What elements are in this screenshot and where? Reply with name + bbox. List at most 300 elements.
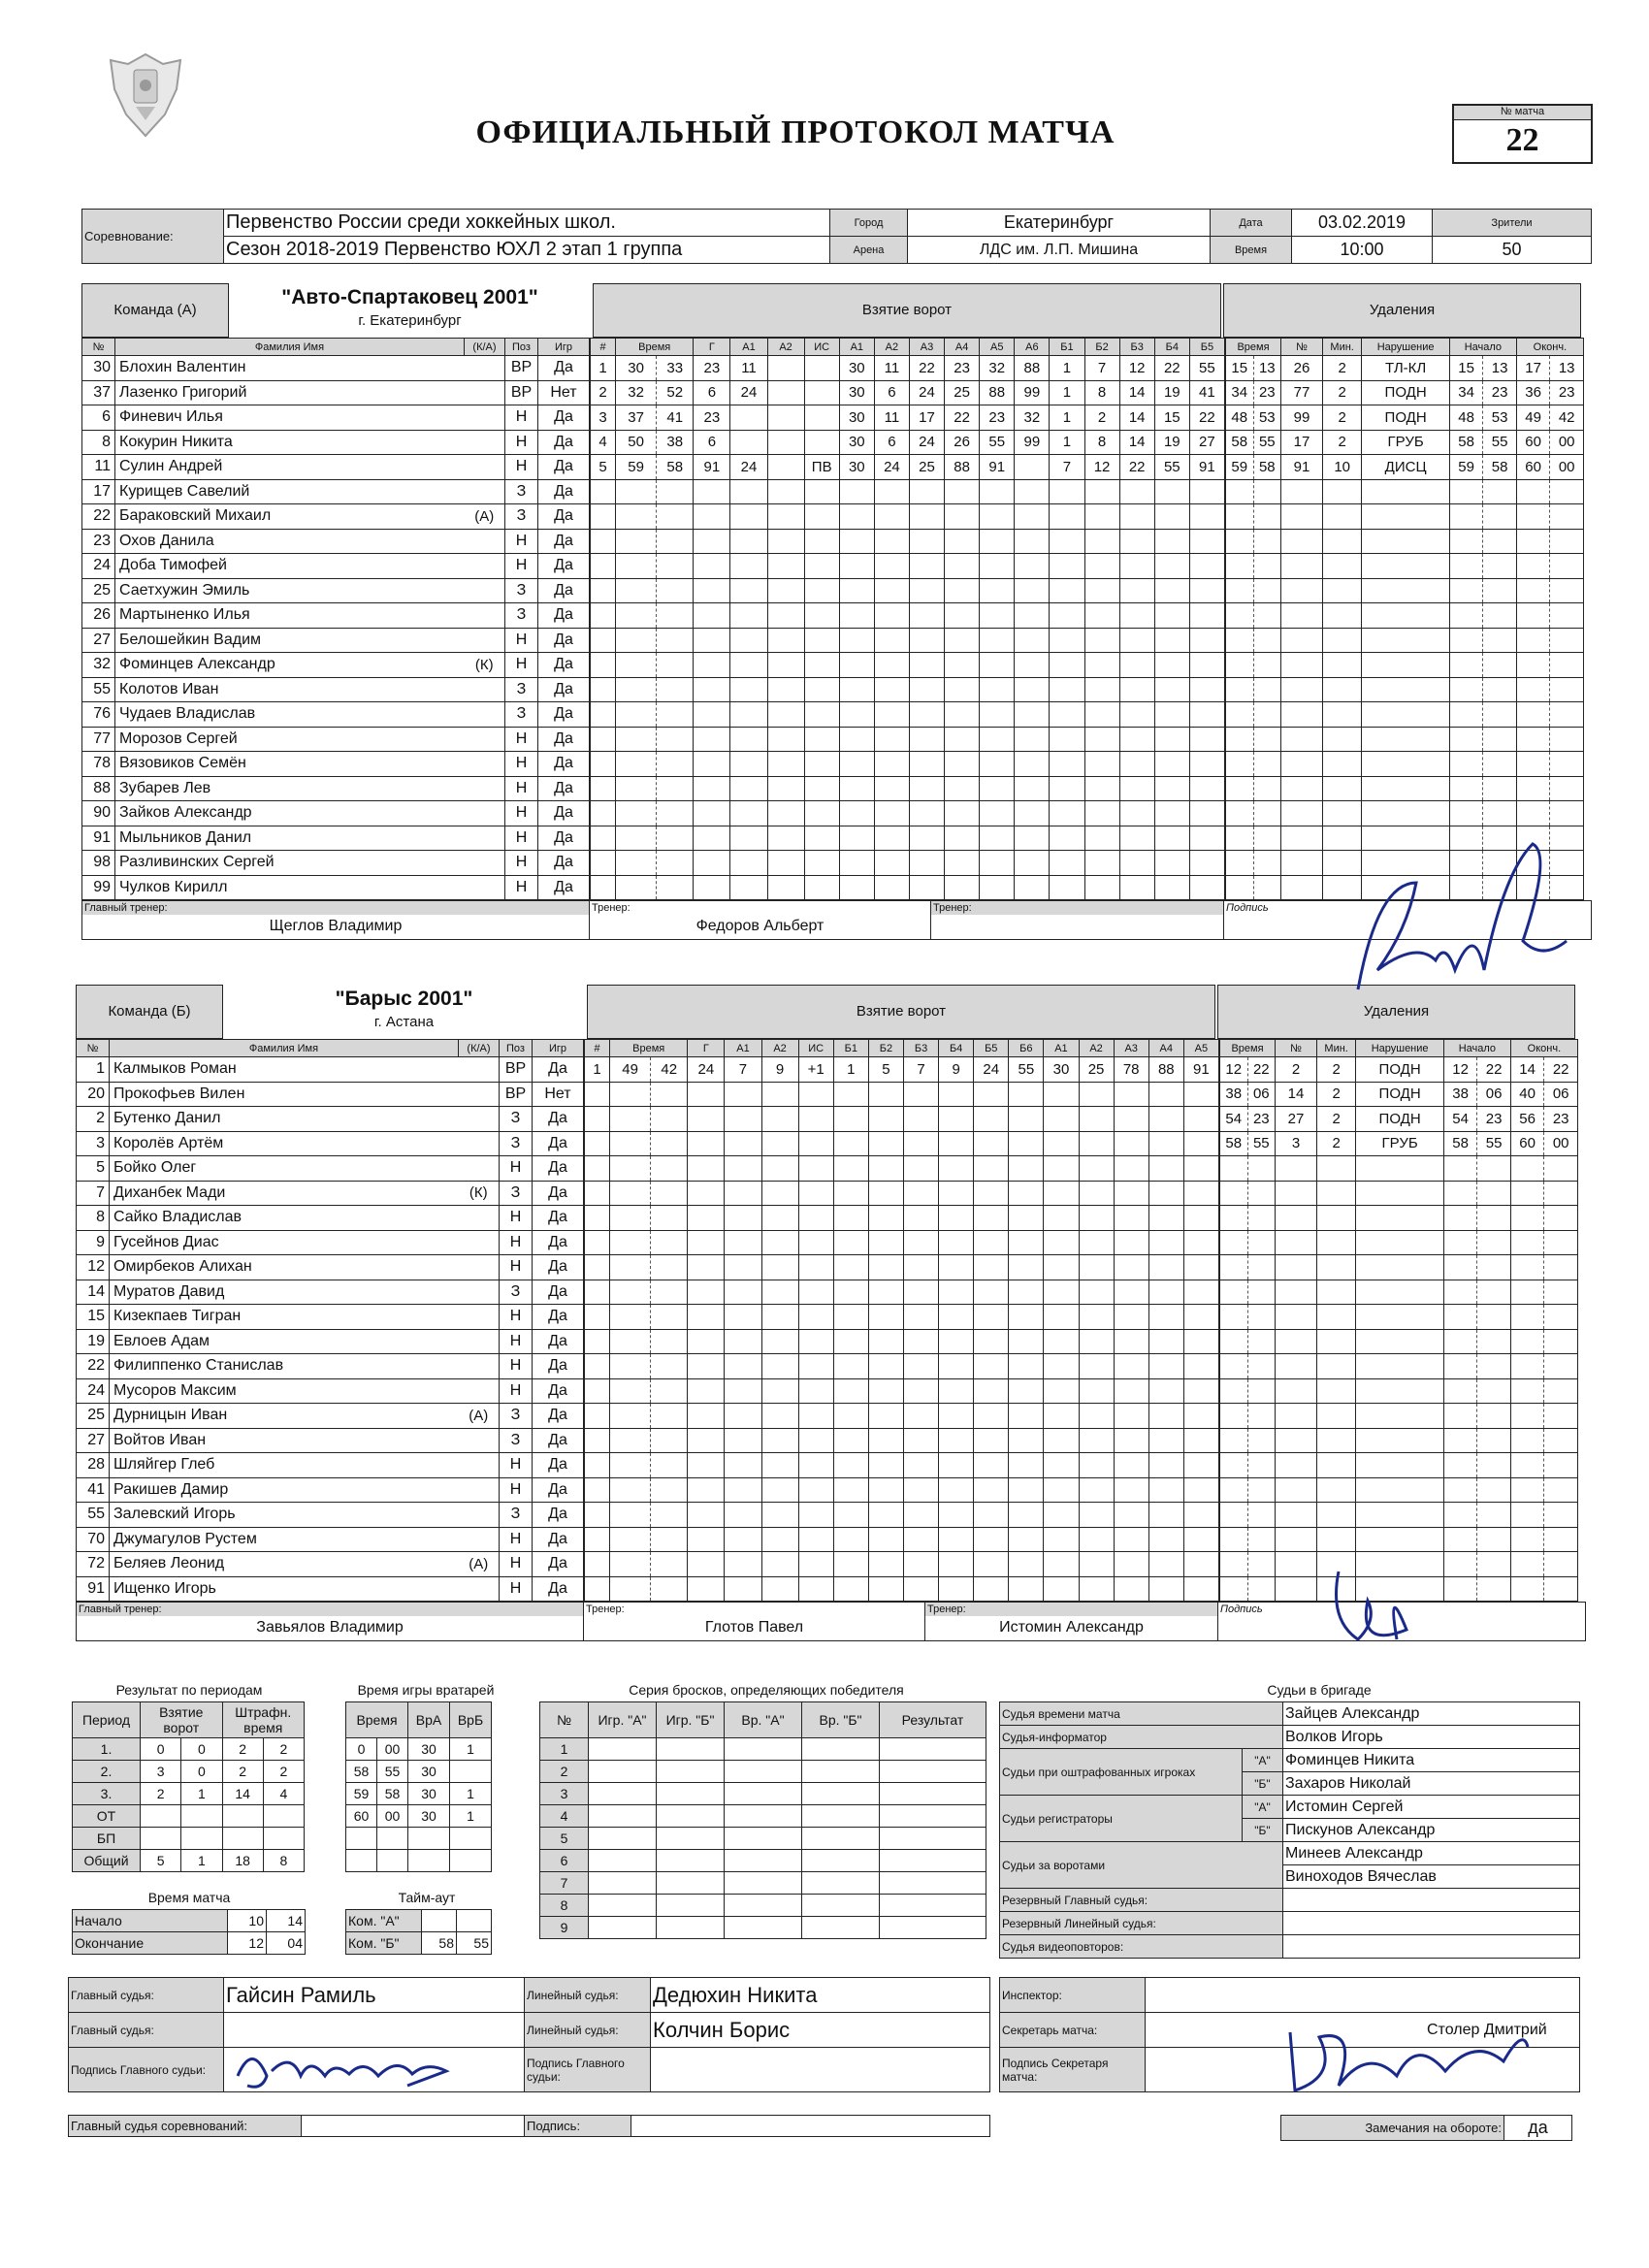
penalty-cell	[1253, 504, 1281, 530]
team_b-goal-col-9: Б4	[939, 1040, 974, 1057]
penalty-cell	[1550, 529, 1584, 554]
goal-cell	[694, 479, 730, 504]
player-name: Калмыков Роман	[110, 1057, 459, 1083]
goal-cell: 32	[1015, 405, 1050, 431]
penalty-cell	[1276, 1503, 1317, 1528]
penalty-cell	[1225, 653, 1253, 678]
goal-cell	[798, 1576, 833, 1602]
goal-cell: 1	[585, 1057, 610, 1083]
goal-cell	[1079, 1503, 1114, 1528]
goalie-cell: 55	[377, 1761, 408, 1783]
table-row	[73, 1850, 305, 1872]
player-number: 19	[77, 1329, 110, 1354]
player-captain	[465, 776, 505, 801]
goal-cell	[980, 851, 1015, 876]
goal-cell	[585, 1576, 610, 1602]
goal-row	[585, 1131, 1219, 1156]
goal-cell	[980, 479, 1015, 504]
goal-cell	[1084, 529, 1119, 554]
goal-cell	[798, 1552, 833, 1577]
player-captain	[459, 1230, 500, 1255]
goal-cell: 11	[874, 405, 909, 431]
penbox-label: Судьи при оштрафованных игроках	[1000, 1749, 1243, 1796]
team_b-goal-col-1: Время	[610, 1040, 688, 1057]
goal-cell	[798, 1230, 833, 1255]
shootout-cell	[725, 1738, 802, 1761]
goalie-cell	[408, 1828, 450, 1850]
shootout-cell	[802, 1738, 880, 1761]
goal-cell	[1154, 479, 1189, 504]
penalty-cell	[1443, 1378, 1477, 1404]
penalty-cell	[1225, 776, 1253, 801]
penalty-cell	[1316, 1404, 1355, 1429]
penalty-row	[1219, 1404, 1577, 1429]
goal-cell	[761, 1453, 798, 1478]
table-row	[82, 801, 590, 826]
penalty-cell	[1219, 1230, 1247, 1255]
goal-cell	[651, 1453, 688, 1478]
team_a-roster-col-4: Игр	[538, 339, 590, 356]
sign-main-ref-2	[651, 2048, 990, 2092]
goal-cell	[1154, 851, 1189, 876]
player-position: Н	[500, 1329, 533, 1354]
goal-cell	[1009, 1503, 1044, 1528]
player-captain	[465, 405, 505, 431]
goal-cell	[651, 1131, 688, 1156]
shootout-cell	[589, 1738, 657, 1761]
goal-cell	[839, 851, 874, 876]
goal-row	[585, 1181, 1219, 1206]
penalty-cell	[1510, 1156, 1544, 1182]
goal-cell	[610, 1477, 651, 1503]
goal-cell	[730, 875, 767, 900]
goal-row	[585, 1576, 1219, 1602]
goal-cell	[874, 479, 909, 504]
goal-cell	[1114, 1527, 1148, 1552]
penalty-cell: 2	[1322, 430, 1361, 455]
goal-cell	[939, 1453, 974, 1478]
goal-cell	[1119, 801, 1154, 826]
goal-cell	[761, 1552, 798, 1577]
goal-cell	[651, 1378, 688, 1404]
goal-cell	[688, 1477, 725, 1503]
player-position: З	[500, 1181, 533, 1206]
chief-sign	[631, 2116, 990, 2137]
goal-cell	[585, 1156, 610, 1182]
penalty-cell	[1253, 851, 1281, 876]
penalty-cell	[1443, 1230, 1477, 1255]
penalty-cell	[1544, 1576, 1578, 1602]
penalty-cell	[1247, 1156, 1276, 1182]
penalty-cell	[1449, 702, 1483, 728]
goal-cell	[980, 826, 1015, 851]
player-captain	[465, 554, 505, 579]
goal-cell	[767, 405, 804, 431]
goal-cell	[585, 1503, 610, 1528]
goal-cell	[798, 1131, 833, 1156]
goal-cell: 22	[1119, 455, 1154, 480]
shootout-cell	[657, 1917, 725, 1939]
goal-cell: 15	[1154, 405, 1189, 431]
goal-row	[591, 702, 1225, 728]
goal-cell	[1119, 776, 1154, 801]
goal-cell	[1079, 1378, 1114, 1404]
goal-cell	[1044, 1181, 1079, 1206]
goal-cell	[761, 1181, 798, 1206]
team_b-label-box: Команда (Б)	[76, 985, 223, 1039]
penalty-cell	[1276, 1552, 1317, 1577]
table-row	[540, 1917, 986, 1939]
player-position: ВР	[505, 356, 538, 381]
penalty-cell	[1550, 554, 1584, 579]
goal-cell	[767, 455, 804, 480]
goal-cell	[767, 504, 804, 530]
table-row	[346, 1850, 492, 1872]
penalty-cell	[1219, 1354, 1247, 1379]
team_b-roster	[76, 1039, 584, 1602]
goal-cell	[1148, 1576, 1183, 1602]
goal-cell: ПВ	[804, 455, 839, 480]
goal-cell	[1015, 826, 1050, 851]
city-label: Город	[830, 210, 908, 237]
goal-cell	[657, 752, 694, 777]
player-captain	[465, 727, 505, 752]
penalty-row	[1219, 1527, 1577, 1552]
goal-cell	[833, 1181, 868, 1206]
goal-cell	[1015, 554, 1050, 579]
penalty-cell	[1544, 1428, 1578, 1453]
goal-cell: 24	[874, 455, 909, 480]
goal-cell	[1189, 504, 1224, 530]
goal-cell	[939, 1404, 974, 1429]
penalty-cell	[1225, 578, 1253, 603]
goal-judge-2: Виноходов Вячеслав	[1283, 1865, 1580, 1889]
main-ref-label-2: Главный судья:	[69, 2013, 224, 2048]
goal-cell	[980, 776, 1015, 801]
period-cell: 2	[141, 1783, 181, 1805]
goal-cell	[903, 1181, 938, 1206]
goal-cell	[1084, 479, 1119, 504]
goal-cell	[761, 1428, 798, 1453]
penalty-cell	[1247, 1477, 1276, 1503]
penalty-cell	[1225, 677, 1253, 702]
player-number: 20	[77, 1082, 110, 1107]
goal-cell	[591, 653, 616, 678]
goal-cell	[725, 1354, 761, 1379]
player-played: Да	[538, 801, 590, 826]
goal-cell	[833, 1329, 868, 1354]
penalty-cell: 77	[1281, 380, 1323, 405]
goal-cell	[761, 1354, 798, 1379]
goal-cell: 6	[874, 380, 909, 405]
goal-cell	[1189, 851, 1224, 876]
penalty-cell	[1316, 1206, 1355, 1231]
player-name: Вязовиков Семён	[115, 752, 465, 777]
team_b-city: г. Астана	[373, 1014, 435, 1030]
goal-cell	[868, 1527, 903, 1552]
player-number: 2	[77, 1107, 110, 1132]
penalty-cell	[1322, 677, 1361, 702]
goal-cell	[974, 1156, 1009, 1182]
penalty-cell	[1544, 1477, 1578, 1503]
penalty-cell	[1477, 1329, 1511, 1354]
penalty-row	[1219, 1280, 1577, 1305]
penalty-cell	[1247, 1428, 1276, 1453]
shootout-cell	[880, 1895, 986, 1917]
penalty-cell	[1281, 776, 1323, 801]
penalty-cell	[1544, 1156, 1578, 1182]
penalty-cell	[1477, 1527, 1511, 1552]
player-number: 27	[77, 1428, 110, 1453]
video-judge-label: Судья видеоповторов:	[1000, 1935, 1283, 1959]
goal-cell	[1044, 1305, 1079, 1330]
goal-cell: 19	[1154, 380, 1189, 405]
player-captain	[459, 1255, 500, 1280]
penalty-cell	[1550, 628, 1584, 653]
player-number: 24	[77, 1378, 110, 1404]
goal-cell	[1114, 1453, 1148, 1478]
penalty-cell	[1316, 1378, 1355, 1404]
penalty-cell	[1544, 1305, 1578, 1330]
goal-cell: 30	[839, 405, 874, 431]
team_a-goal-col-6: А1	[839, 339, 874, 356]
period-cell: 1	[181, 1783, 222, 1805]
penalty-cell	[1510, 1181, 1544, 1206]
goal-cell	[804, 380, 839, 405]
penalty-cell	[1247, 1230, 1276, 1255]
goal-cell	[1154, 826, 1189, 851]
player-position: Н	[505, 653, 538, 678]
goal-cell	[980, 504, 1015, 530]
goal-cell	[1148, 1552, 1183, 1577]
goal-cell	[585, 1255, 610, 1280]
goal-cell	[945, 479, 980, 504]
shootout-col-player-b: Игр. "Б"	[657, 1702, 725, 1738]
goal-cell	[804, 430, 839, 455]
goal-cell	[1114, 1181, 1148, 1206]
goal-row	[591, 578, 1225, 603]
penalty-cell: 2	[1322, 356, 1361, 381]
team-b-section	[76, 985, 1591, 1641]
goal-row	[585, 1305, 1219, 1330]
goal-cell	[610, 1156, 651, 1182]
goal-cell	[945, 529, 980, 554]
goal-cell	[974, 1131, 1009, 1156]
timeout-b-s: 55	[457, 1932, 492, 1955]
goal-cell: 1	[1050, 430, 1084, 455]
penalty-cell	[1477, 1477, 1511, 1503]
goal-cell	[903, 1156, 938, 1182]
player-name: Дурницын Иван	[110, 1404, 459, 1429]
player-number: 55	[77, 1503, 110, 1528]
player-number: 25	[77, 1404, 110, 1429]
player-position: З	[505, 702, 538, 728]
date-label: Дата	[1211, 210, 1292, 237]
penalty-cell: 91	[1281, 455, 1323, 480]
goal-cell	[868, 1131, 903, 1156]
goal-row	[591, 752, 1225, 777]
goal-row	[585, 1107, 1219, 1132]
goal-cell: 7	[1084, 356, 1119, 381]
goal-cell: 30	[839, 380, 874, 405]
match-number-box	[1452, 104, 1593, 164]
goal-cell	[804, 702, 839, 728]
team_a-goal-col-1: Время	[616, 339, 694, 356]
team_a-goals-title: Взятие ворот	[593, 283, 1221, 338]
goal-cell	[591, 727, 616, 752]
goal-cell	[909, 603, 944, 629]
penalty-row	[1219, 1230, 1577, 1255]
player-position: З	[500, 1503, 533, 1528]
goal-cell: 37	[616, 405, 657, 431]
table-row	[346, 1761, 492, 1783]
goal-cell	[1154, 752, 1189, 777]
goal-cell	[1050, 677, 1084, 702]
penalty-cell	[1253, 653, 1281, 678]
informer: Волков Игорь	[1283, 1726, 1580, 1749]
goal-cell	[874, 826, 909, 851]
goal-cell	[1148, 1378, 1183, 1404]
goal-cell: 12	[1084, 455, 1119, 480]
period-cell: 1	[181, 1850, 222, 1872]
goal-cell	[1084, 504, 1119, 530]
goal-cell	[730, 529, 767, 554]
coach-label-2: Тренер:	[931, 901, 1224, 915]
penalty-cell: 34	[1449, 380, 1483, 405]
main-ref-1: Гайсин Рамиль	[224, 1978, 525, 2013]
goal-cell	[945, 677, 980, 702]
goal-cell: 78	[1114, 1057, 1148, 1083]
goalie-cell: 1	[450, 1805, 492, 1828]
penalty-row	[1225, 628, 1583, 653]
penalty-cell	[1544, 1181, 1578, 1206]
penalty-row	[1219, 1181, 1577, 1206]
player-name: Зубарев Лев	[115, 776, 465, 801]
player-captain	[459, 1428, 500, 1453]
goal-cell: 14	[1119, 405, 1154, 431]
goal-cell	[1148, 1181, 1183, 1206]
period-cell: 2	[222, 1761, 263, 1783]
goal-cell	[610, 1305, 651, 1330]
goal-cell	[730, 752, 767, 777]
goal-row	[591, 851, 1225, 876]
goal-cell	[939, 1131, 974, 1156]
table-row	[82, 702, 590, 728]
shootout-no: 6	[540, 1850, 589, 1872]
goal-cell: 33	[657, 356, 694, 381]
penbox-a: Фоминцев Никита	[1283, 1749, 1580, 1772]
penalty-row	[1225, 554, 1583, 579]
goal-cell	[651, 1552, 688, 1577]
penalty-cell	[1219, 1206, 1247, 1231]
goal-cell	[1044, 1255, 1079, 1280]
goal-cell	[974, 1255, 1009, 1280]
goal-cell	[909, 677, 944, 702]
goal-cell: 1	[1050, 356, 1084, 381]
periods-col-pim: Штрафн. время	[222, 1702, 305, 1738]
goal-cell	[610, 1576, 651, 1602]
penalty-cell	[1219, 1280, 1247, 1305]
goal-cell	[939, 1354, 974, 1379]
penalty-cell: 00	[1550, 455, 1584, 480]
goal-cell	[1044, 1107, 1079, 1132]
player-position: Н	[505, 851, 538, 876]
goal-cell	[1114, 1230, 1148, 1255]
penalty-cell: 15	[1449, 356, 1483, 381]
goal-cell	[874, 504, 909, 530]
penalty-cell: 14	[1510, 1057, 1544, 1083]
goal-cell	[1084, 851, 1119, 876]
team_b-pen-col-5: Оконч.	[1510, 1040, 1577, 1057]
team_b-goal-col-2: Г	[688, 1040, 725, 1057]
goal-row	[591, 455, 1225, 480]
goal-cell: 41	[657, 405, 694, 431]
goal-cell	[939, 1280, 974, 1305]
penalty-row	[1225, 405, 1583, 431]
goal-cell: 55	[1009, 1057, 1044, 1083]
penalty-cell: 60	[1516, 430, 1550, 455]
goal-cell	[1044, 1206, 1079, 1231]
goal-cell	[804, 405, 839, 431]
goal-cell	[767, 752, 804, 777]
shootout-cell	[657, 1850, 725, 1872]
penalty-cell	[1316, 1280, 1355, 1305]
player-name: Залевский Игорь	[110, 1503, 459, 1528]
goal-cell	[974, 1552, 1009, 1577]
table-row	[77, 1280, 584, 1305]
goal-cell	[1079, 1206, 1114, 1231]
penalty-cell	[1362, 554, 1449, 579]
goal-cell	[980, 603, 1015, 629]
goal-cell	[1050, 578, 1084, 603]
penalty-cell	[1510, 1453, 1544, 1478]
penalty-cell	[1477, 1156, 1511, 1182]
goal-cell	[874, 529, 909, 554]
penalty-cell	[1281, 529, 1323, 554]
penalty-cell	[1362, 479, 1449, 504]
goal-cell	[616, 727, 657, 752]
goal-cell	[1079, 1576, 1114, 1602]
team_a-goal-col-2: Г	[694, 339, 730, 356]
penalty-cell	[1219, 1404, 1247, 1429]
goal-cell	[903, 1453, 938, 1478]
goal-cell	[1079, 1280, 1114, 1305]
goal-cell	[939, 1156, 974, 1182]
goal-cell	[1015, 801, 1050, 826]
penalty-cell	[1362, 653, 1449, 678]
penalty-cell: 26	[1281, 356, 1323, 381]
goal-row	[591, 603, 1225, 629]
penalty-cell	[1544, 1230, 1578, 1255]
goal-cell: 3	[591, 405, 616, 431]
goal-cell	[591, 479, 616, 504]
goal-cell	[1050, 752, 1084, 777]
goal-cell: 55	[1189, 356, 1224, 381]
penalty-cell	[1253, 603, 1281, 629]
penalty-cell	[1449, 578, 1483, 603]
registrar-b: Пискунов Александр	[1283, 1819, 1580, 1842]
goal-cell	[839, 479, 874, 504]
penalty-cell: 06	[1544, 1082, 1578, 1107]
goal-cell	[651, 1280, 688, 1305]
goal-cell	[1084, 554, 1119, 579]
goal-cell	[651, 1503, 688, 1528]
penalty-cell	[1253, 554, 1281, 579]
penalty-row	[1219, 1378, 1577, 1404]
player-played: Да	[538, 578, 590, 603]
team_a-goal-col-15: Б4	[1154, 339, 1189, 356]
player-number: 99	[82, 875, 115, 900]
